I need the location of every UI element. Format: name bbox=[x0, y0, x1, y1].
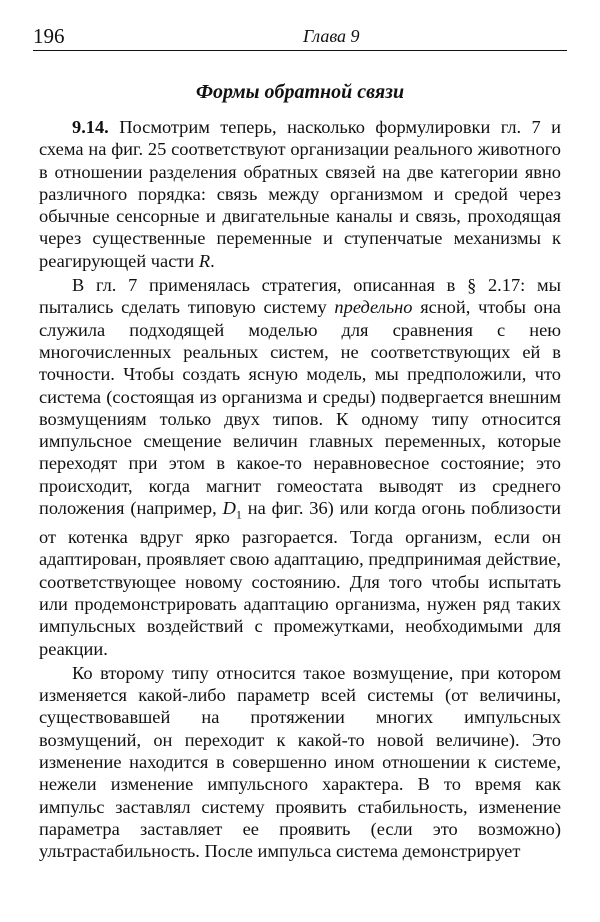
paragraph-1-end: . bbox=[210, 250, 215, 271]
paragraph-1 bbox=[39, 116, 561, 272]
paragraph-3 bbox=[39, 662, 561, 863]
section-heading: Формы обратной связи bbox=[195, 81, 405, 103]
paragraph-2-text-a: В гл. 7 применялась стратегия, описанная в § 2.17: мы пытались сделать типовую систему bbox=[39, 275, 561, 318]
running-header bbox=[33, 20, 567, 51]
chapter-title: Глава 9 bbox=[303, 26, 360, 46]
paragraph-number: 9.14. bbox=[72, 117, 109, 137]
body-text bbox=[39, 116, 561, 862]
symbol-d: D bbox=[222, 498, 236, 519]
paragraph-2-text-c: на фиг. 36) или когда огонь поблизости от котенка вдруг ярко разгорается. Тогда организм, если он адаптирован, проявляет свою адаптацию, предпринимая действие, соответствующее новому состоянию. Для того чтобы испытать или продемонстрировать адаптацию организма, нужен ряд таких импульсных воздействий с промежутками, необходимыми для реакции. bbox=[39, 498, 561, 659]
paragraph-3-text: Ко второму типу относится такое возмущение, при котором изменяется какой-либо параметр всей системы (от величины, существовавшей на протяжении многих импульсных возмущений, он переходит к какой-то новой величине). Это изменение находится в совершенно ином отношении к системе, нежели изменение импульсного характера. В то время как импульс заставлял систему проявить стабильность, изменение параметра заставляет ее проявить (если это возможно) ультрастабильность. После импульса система демонстрирует bbox=[39, 662, 561, 862]
symbol-r: R bbox=[198, 250, 211, 271]
paragraph-2-text-b: ясной, чтобы она служила подходящей моделью для сравнения с нею многочисленных реальных систем, не соответствующих ей в точности. Чтобы создать ясную модель, мы предположили, что система (состоящая из организма и среды) подвергается внешним возмущениям только двух типов. К одному типу относится импульсное смещение величин главных переменных, которые переходят при этом в какое-то неравновесное состояние; это происходит, когда магнит гомеостата выводят из среднего положения (например, bbox=[39, 297, 561, 519]
paragraph-1-text: Посмотрим теперь, насколько формулировки гл. 7 и схема на фиг. 25 соответствуют организации реального животного в отношении разделения обратных связей на две категории явно различного порядка: связь между организмом и средой через обычные сенсорные и двигательные каналы и связь, проходящая через существенные переменные и ступенчатые механизмы к реагирующей части bbox=[39, 117, 561, 271]
paragraph-2 bbox=[39, 274, 561, 660]
page-number: 196 bbox=[33, 24, 65, 48]
emphasis-word: предельно bbox=[334, 297, 413, 318]
symbol-d-subscript: 1 bbox=[235, 507, 242, 522]
